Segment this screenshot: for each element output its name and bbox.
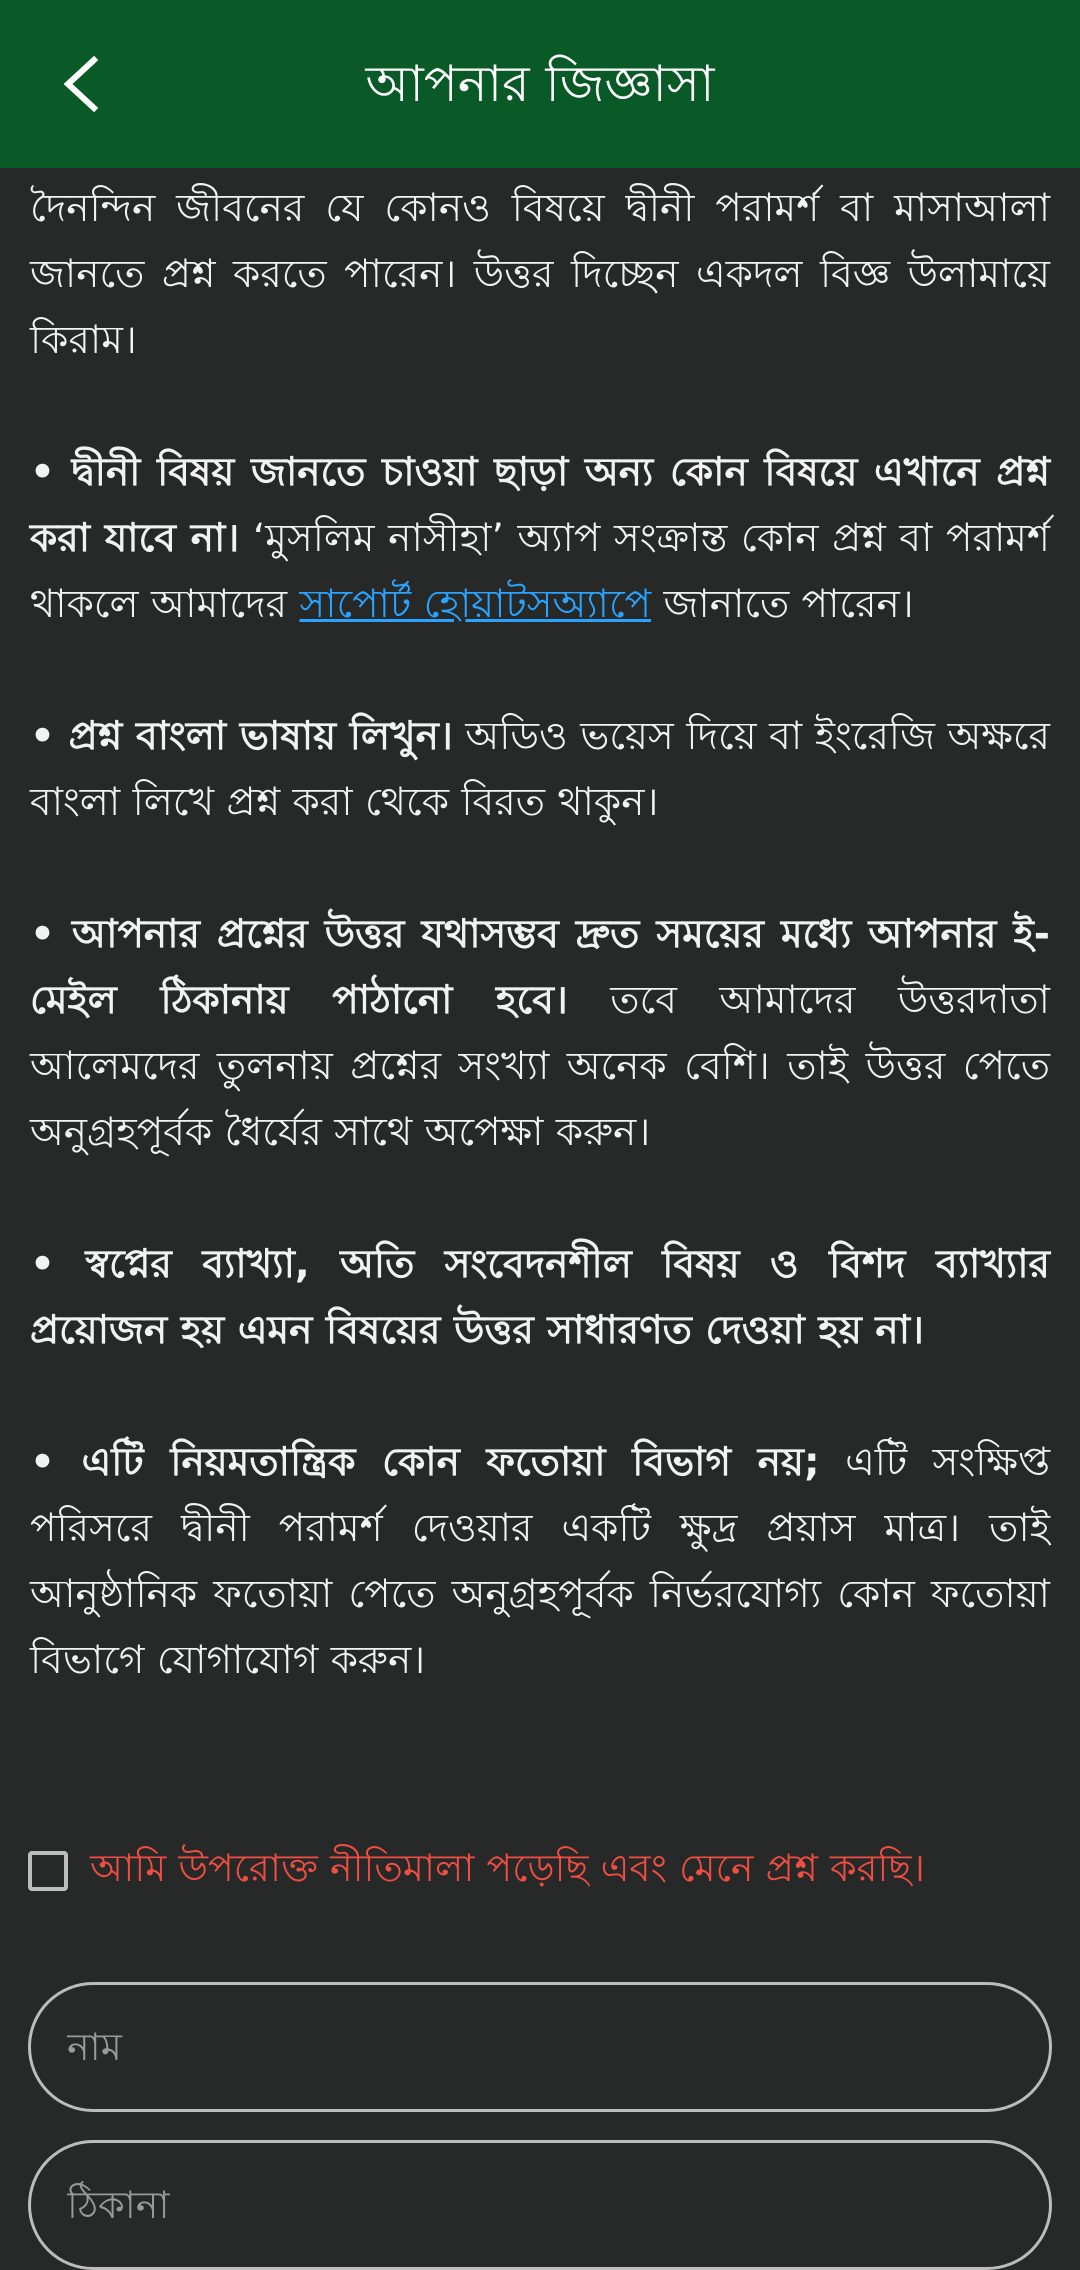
agreement-checkbox[interactable] <box>28 1851 68 1891</box>
chevron-left-icon <box>58 54 102 114</box>
rule-item <box>30 1430 1050 1694</box>
rule-text: ‘মুসলিম নাসীহা’ অ্যাপ সংক্রান্ত কোন প্রশ্ন বা পরামর্শ থাকলে আমাদের <box>30 516 1051 627</box>
rule-text: জানাতে পারেন। <box>651 582 914 627</box>
rule-item <box>30 1232 1050 1364</box>
address-field[interactable] <box>28 2140 1052 2270</box>
support-whatsapp-link[interactable]: সাপোর্ট হোয়াটসঅ্যাপে <box>299 582 652 627</box>
rule-heading: • এটি নিয়মতান্ত্রিক কোন ফতোয়া বিভাগ নয়; <box>30 1440 820 1485</box>
back-button[interactable] <box>40 44 120 124</box>
rule-item <box>30 902 1050 1166</box>
page-title: আপনার জিজ্ঞাসা <box>365 55 715 113</box>
rule-heading: • দ্বীনী বিষয় জানতে চাওয়া ছাড়া অন্য কোন বিষয়ে এখানে প্রশ্ন করা যাবে না। <box>30 450 1050 561</box>
name-input[interactable] <box>67 1985 1013 2109</box>
rule-item <box>30 440 1050 638</box>
rule-text: এটি সংক্ষিপ্ত পরিসরে দ্বীনী পরামর্শ দেওয়ার একটি ক্ষুদ্র প্রয়াস মাত্র। তাই আনুষ্ঠানিক ফতোয়া পেতে অনুগ্রহপূর্বক নির্ভরযোগ্য কোন ফতোয়া বিভাগে যোগাযোগ করুন। <box>30 1440 1050 1683</box>
rule-heading: • আপনার প্রশ্নের উত্তর যথাসম্ভব দ্রুত সময়ের মধ্যে আপনার ই-মেইল ঠিকানায় পাঠানো হবে। <box>30 912 1050 1023</box>
rule-item <box>30 704 1050 836</box>
rule-text: অডিও ভয়েস দিয়ে বা ইংরেজি অক্ষরে বাংলা লিখে প্রশ্ন করা থেকে বিরত থাকুন। <box>30 714 1050 825</box>
address-input[interactable] <box>67 2143 1013 2267</box>
rule-text: তবে আমাদের উত্তরদাতা আলেমদের তুলনায় প্রশ্নের সংখ্যা অনেক বেশি। তাই উত্তর পেতে অনুগ্রহপূর্বক ধৈর্যের সাথে অপেক্ষা করুন। <box>30 978 1050 1155</box>
intro-paragraph: দৈনন্দিন জীবনের যে কোনও বিষয়ে দ্বীনী পরামর্শ বা মাসাআলা জানতে প্রশ্ন করতে পারেন। উত্তর দিচ্ছেন একদল বিজ্ঞ উলামায়ে কিরাম। <box>30 186 1050 363</box>
rule-heading: • প্রশ্ন বাংলা ভাষায় লিখুন। <box>30 714 453 759</box>
policy-text <box>30 176 1050 1694</box>
agreement-row[interactable] <box>28 1838 1080 1904</box>
name-field[interactable] <box>28 1982 1052 2112</box>
rule-heading: • স্বপ্নের ব্যাখ্যা, অতি সংবেদনশীল বিষয় ও বিশদ ব্যাখ্যার প্রয়োজন হয় এমন বিষয়ের উত্তর সাধারণত দেওয়া হয় না। <box>30 1242 1050 1353</box>
app-bar <box>0 0 1080 168</box>
agreement-label[interactable]: আমি উপরোক্ত নীতিমালা পড়েছি এবং মেনে প্রশ্ন করছি। <box>90 1846 925 1890</box>
